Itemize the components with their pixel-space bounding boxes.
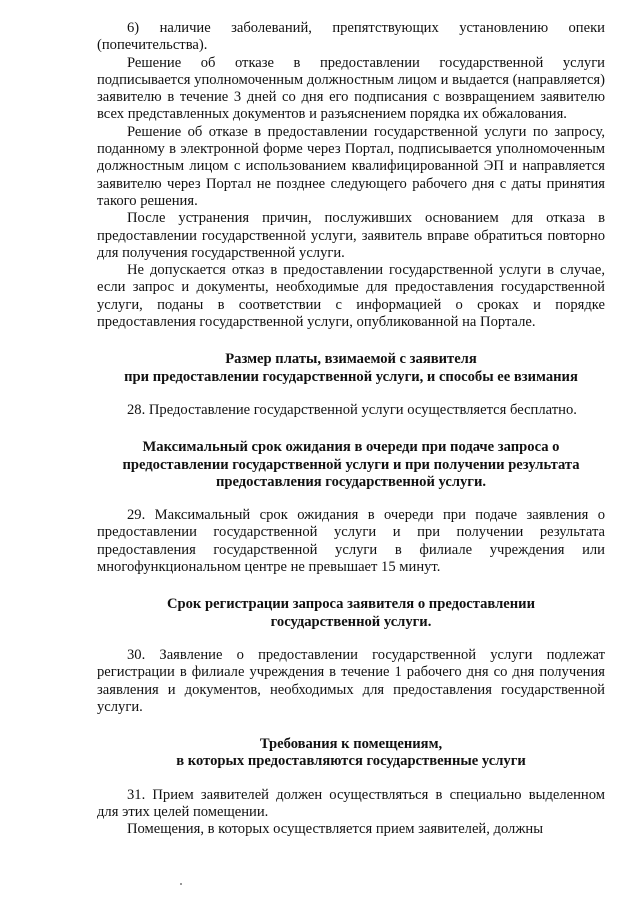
paragraph-refusal-signing: Решение об отказе в предоставлении государственной услуги подписывается уполномоченным должностным лицом и выдается (направляется) заявителю в течение 3 дней со дня его подписания с возвращением заявителю всех представленных документов и разъяснением порядка их обжалования. [97,54,605,123]
paragraph-refusal-not-allowed: Не допускается отказ в предоставлении государственной услуги в случае, если запрос и документы, необходимые для предоставления государственной услуги, поданы в соответствии с информацией о сроках и порядке предоставления государственной услуги, опубликованной на Портале. [97,262,605,331]
section-premises-heading-line1: Требования к помещениям, [259,736,443,753]
scan-speck [180,883,182,885]
section-wait-text: 29. Максимальный срок ожидания в очереди при подаче заявления о предоставлении государственной услуги и при получении результата предоставления государственной услуги в филиале учреждения или многофункциональном центре не превышает 15 минут. [97,507,605,576]
paragraph-reapply: После устранения причин, послуживших основанием для отказа в предоставлении государственной услуги, заявитель вправе обратиться повторно для получения государственной услуги. [97,210,605,261]
section-fee-heading-line1: Размер платы, взимаемой с заявителя [225,351,477,368]
section-premises [97,736,605,838]
section-wait-heading-line3: предоставления государственной услуги. [215,473,486,490]
document-page [97,20,605,839]
section-premises-heading-line2: в которых предоставляются государственные услуги [176,753,526,770]
section-registration-heading-line1: Срок регистрации запроса заявителя о предоставлении [166,596,535,613]
section-premises-text1: 31. Прием заявителей должен осуществляться в специально выделенном для этих целей помещении. [97,786,605,820]
section-fee-text: 28. Предоставление государственной услуги осуществляется бесплатно. [127,401,577,418]
section-registration [97,596,605,716]
section-registration-text: 30. Заявление о предоставлении государственной услуги подлежат регистрации в филиале учреждения в течение 1 рабочего дня со дня получения заявления и документов, необходимых для предоставления государственной услуги. [97,646,605,715]
section-registration-heading-line2: государственной услуги. [270,613,432,630]
paragraph-refusal-electronic: Решение об отказе в предоставлении государственной услуги по запросу, поданному в электронной форме через Портал, подписывается уполномоченным должностным лицом с использованием квалифицированной ЭП и направляется заявителю через Портал не позднее следующего рабочего дня с даты принятия такого решения. [97,123,605,209]
section-premises-text2: Помещения, в которых осуществляется прием заявителей, должны [127,821,544,838]
section-wait-heading-line1: Максимальный срок ожидания в очереди при подаче запроса о [142,439,560,456]
section-wait [97,439,605,576]
paragraph-item-6: 6) наличие заболеваний, препятствующих установлению опеки (попечительства). [97,20,605,54]
section-fee-heading-line2: при предоставлении государственной услуги, и способы ее взимания [124,368,578,385]
section-wait-heading-line2: предоставлении государственной услуги и при получении результата [122,456,580,473]
section-fee [97,351,605,419]
